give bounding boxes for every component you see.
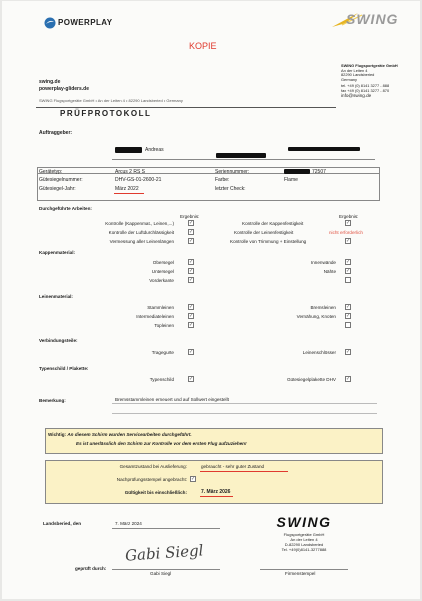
typenschild-right: Gütesiegelplakette DHV — [286, 377, 336, 382]
stamp-line-3: D-82290 Landsberied — [284, 542, 324, 547]
check-leinen-right-3[interactable] — [345, 322, 351, 328]
check-leinen-right-1[interactable]: ✓ — [346, 304, 351, 310]
farbe-value: Flame — [284, 177, 298, 183]
check-leinen-right-2[interactable]: ✓ — [346, 313, 351, 319]
signer-name: Gabi Siegl — [150, 571, 172, 576]
verbindung-left: Tragegurte — [151, 350, 174, 355]
check-verbindung-left[interactable]: ✓ — [189, 349, 194, 355]
leinen-left-2: Intermediateleinen — [136, 314, 174, 319]
leinen-right-2: Vernähung, Knoten — [296, 314, 336, 319]
company-country: Germany — [341, 76, 357, 82]
gueltig-underline — [200, 496, 233, 497]
guetesiegeljahr-underline — [114, 193, 144, 194]
check-arbeiten-right-3[interactable]: ✓ — [346, 238, 351, 244]
geraetetyp-value: Arcus 2 RS S — [115, 169, 146, 175]
leinen-left-1: Stammleinen — [147, 305, 174, 310]
geprueft-label: geprüft durch: — [75, 566, 107, 571]
page-title: PRÜFPROTOKOLL — [60, 109, 152, 118]
swing-brand: SWING — [346, 11, 399, 27]
gueltig-label: Gültigkeit bis einschließlich: — [124, 490, 187, 495]
company-fax: fax +49 (0) 8141 3277 - 870 — [341, 87, 390, 93]
company-street: An der Leiten 4 — [341, 67, 368, 73]
verbindung-right: Leinenschlösser — [302, 350, 336, 355]
stamp-line-1: Flugsportgeräte GmbH — [283, 532, 325, 537]
redacted-serial — [284, 169, 310, 174]
kappen-left-1: Obersegel — [152, 260, 174, 265]
check-arbeiten-left-3[interactable]: ✓ — [189, 238, 194, 244]
guetesiegeljahr-value: März 2022 — [115, 186, 139, 192]
company-tel: tel. +49 (0) 8141 3277 - 888 — [341, 83, 390, 89]
check-kappen-right-3[interactable] — [345, 277, 351, 283]
datum-value: 7. März 2024 — [115, 521, 142, 526]
arbeiten-title: Durchgeführte Arbeiten: — [39, 206, 92, 211]
signature: Gabi Siegl — [124, 541, 204, 565]
leinenmaterial-title: Leinenmaterial: — [39, 294, 73, 299]
company-city: 82290 Landsberied — [341, 72, 375, 78]
ergebnis-left: Ergebnis: — [180, 214, 200, 219]
check-arbeiten-left-2[interactable]: ✓ — [189, 229, 194, 235]
seriennummer-label: Seriennummer: — [215, 169, 250, 175]
header-divider — [36, 107, 336, 108]
powerplay-logo — [44, 16, 56, 34]
seriennummer-value: 72507 — [312, 169, 326, 175]
ergebnis-right: Ergebnis: — [339, 214, 359, 219]
wichtig-text-2: Es ist unerlässlich den Schirm zur Kontrolle vor dem ersten Flug aufzuziehen! — [76, 441, 247, 446]
check-arbeiten-right-1[interactable]: ✓ — [346, 220, 351, 226]
check-kappen-left-3[interactable]: ✓ — [189, 277, 194, 283]
check-leinen-left-3[interactable]: ✓ — [189, 322, 194, 328]
nicht-erforderlich-note: nicht erforderlich — [329, 230, 363, 235]
redacted-name — [115, 147, 142, 153]
arbeiten-right-2: Kontrolle der Leinenfestigkeit — [234, 230, 294, 235]
arbeiten-left-2: Kontrolle der Luftdurchlässigkeit — [108, 230, 174, 235]
stamp-line-2: An der Leiten 4 — [290, 537, 318, 542]
typenschild-left: Typenschild — [149, 377, 174, 382]
firmenstempel-label: Firmenstempel — [285, 571, 316, 576]
check-arbeiten-left-1[interactable]: ✓ — [189, 220, 194, 226]
letzter-check-label: letzter Check: — [215, 186, 246, 192]
kappen-left-2: Untersegel — [151, 269, 174, 274]
leinen-left-3: Topleinen — [154, 323, 174, 328]
document-page — [2, 1, 420, 599]
bemerkung-label: Bemerkung: — [39, 398, 66, 403]
company-email: info@swing.de — [341, 92, 372, 98]
wichtig-text-1: An diesem Schirm wurden Servicearbeiten durchgeführt. — [67, 432, 192, 437]
bemerkung-line-2 — [112, 413, 377, 414]
leinen-right-1: Bremsleinen — [310, 305, 336, 310]
url-swing: swing.de — [39, 79, 61, 85]
check-typenschild-left[interactable]: ✓ — [189, 376, 194, 382]
guetesiegelnummer-label: Gütesiegelnummer: — [39, 177, 83, 183]
guetesiegelnummer-value: DHV-GS-01-2600-21 — [115, 177, 162, 183]
typenschild-title: Typenschild / Plakette: — [39, 366, 89, 371]
signature-line — [112, 569, 220, 570]
wichtig-line-1 — [48, 432, 192, 437]
kappen-right-1: Innenwände — [310, 260, 336, 265]
kappen-left-3: Vorderkante — [149, 278, 174, 283]
check-leinen-left-2[interactable]: ✓ — [189, 313, 194, 319]
auftraggeber-label: Auftraggeber: — [39, 130, 73, 136]
ort-label: Landsberied, den — [43, 521, 82, 526]
gesamt-label: Gesamtzustand bei Auslieferung: — [119, 464, 187, 469]
check-leinen-left-1[interactable]: ✓ — [189, 304, 194, 310]
powerplay-brand: POWERPLAY — [58, 18, 113, 27]
geraetetyp-label: Gerätetyp: — [39, 169, 63, 175]
bemerkung-line-1 — [112, 403, 377, 404]
auftraggeber-value: Andreas — [145, 147, 164, 153]
gesamt-value: gebraucht - sehr guter Zustand — [201, 464, 265, 469]
kappenmaterial-title: Kappenmaterial: — [39, 250, 75, 255]
gesamt-underline — [200, 471, 288, 472]
farbe-label: Farbe: — [215, 177, 230, 183]
check-stempel[interactable]: ✓ — [191, 476, 196, 482]
company-address-line: SWING Flugsportgeräte GmbH • An der Leiten 4 • 82290 Landsberied • Germany — [39, 98, 183, 103]
wichtig-prefix: Wichtig: — [48, 432, 67, 437]
stamp-line-4: Tel. +49(0)8141-3277888 — [281, 547, 327, 552]
company-block — [341, 64, 398, 98]
info-divider — [37, 173, 379, 174]
arbeiten-left-3: Vermessung aller Leinenlängen — [109, 239, 174, 244]
guetesiegeljahr-label: Gütesiegel-Jahr: — [39, 186, 76, 192]
check-typenschild-right[interactable]: ✓ — [346, 376, 351, 382]
redacted-surname — [216, 153, 266, 158]
arbeiten-right-1: Kontrolle der Kappenfestigkeit — [242, 221, 304, 226]
check-kappen-left-2[interactable]: ✓ — [189, 268, 194, 274]
redacted-address — [288, 147, 360, 151]
check-kappen-left-1[interactable]: ✓ — [189, 259, 194, 265]
firmenstempel-line — [260, 569, 348, 570]
check-verbindung-right[interactable]: ✓ — [346, 349, 351, 355]
kopie-label: KOPIE — [189, 41, 217, 51]
stamp-logo: SWING — [276, 514, 332, 530]
kappen-right-2: Nähte — [323, 269, 336, 274]
company-stamp — [258, 514, 350, 552]
company-name: SWING Flugsportgeräte GmbH — [341, 63, 398, 68]
check-kappen-right-1[interactable]: ✓ — [346, 259, 351, 265]
arbeiten-right-3: Kontrolle von Trimmung + Einstellung — [230, 239, 307, 244]
check-kappen-right-2[interactable]: ✓ — [346, 268, 351, 274]
datum-line — [112, 528, 220, 529]
verbindungsteile-title: Verbindungsteile: — [39, 338, 78, 343]
bemerkung-text: Bremsstammleinen erneuert und auf Sollwert eingestellt — [115, 397, 229, 402]
powerplay-logo-icon — [44, 17, 56, 29]
auftraggeber-line — [112, 159, 375, 160]
stempel-label: Nachprüfungsstempel angebracht: — [116, 477, 187, 482]
url-powerplay: powerplay-gliders.de — [39, 86, 90, 92]
arbeiten-left-1: Kontrolle (Kappenmat., Leinen,...) — [105, 221, 174, 226]
gueltig-value: 7. März 2026 — [201, 489, 231, 495]
